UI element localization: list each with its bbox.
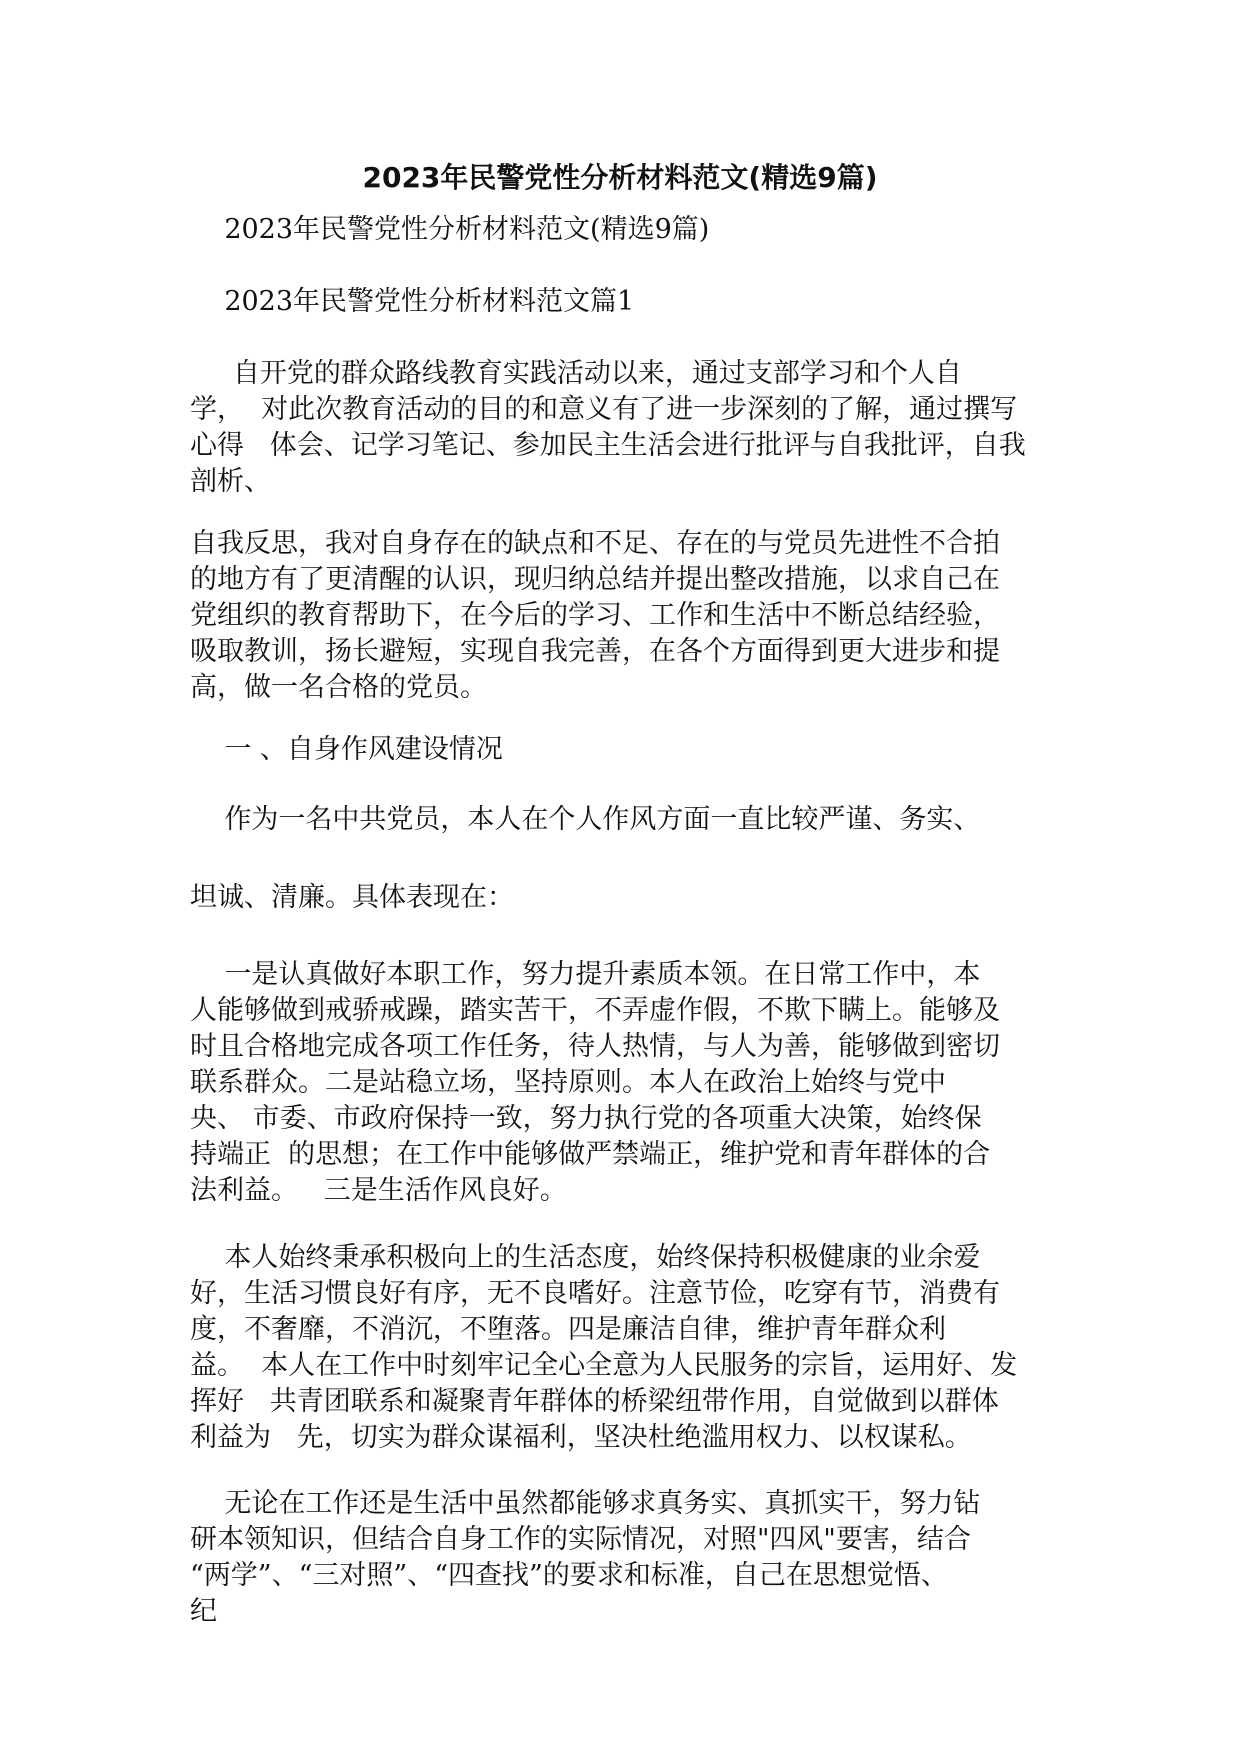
- paragraph-line: 联系群众。二是站稳立场，坚持原则。本人在政治上始终与党中: [190, 1067, 946, 1098]
- document-title: 2023年民警党性分析材料范文(精选9篇): [362, 161, 878, 194]
- paragraph-line: 一是认真做好本职工作，努力提升素质本领。在日常工作中，本: [190, 959, 981, 990]
- paragraph-line: 时且合格地完成各项工作任务，待人热情，与人为善，能够做到密切: [190, 1031, 1000, 1062]
- paragraph-line: 央、 市委、市政府保持一致，努力执行党的各项重大决策，始终保: [190, 1103, 982, 1134]
- paragraph-line: 法利益。 三是生活作风良好。: [190, 1175, 567, 1206]
- paragraph-line: 度，不奢靡，不消沉，不堕落。四是廉洁自律，维护青年群众利: [190, 1314, 946, 1345]
- paragraph-line: 无论在工作还是生活中虽然都能够求真务实、真抓实干，努力钻: [190, 1488, 981, 1519]
- section-heading-line: 2023年民警党性分析材料范文篇1: [190, 286, 635, 317]
- paragraph-line: 党组织的教育帮助下，在今后的学习、工作和生活中不断总结经验，: [190, 600, 1000, 631]
- paragraph-line: 心得 体会、记学习笔记、参加民主生活会进行批评与自我批评，自我: [190, 430, 1026, 461]
- subtitle-line: 2023年民警党性分析材料范文(精选9篇): [190, 214, 710, 245]
- paragraph-line: 作为一名中共党员，本人在个人作风方面一直比较严谨、务实、: [190, 804, 981, 835]
- paragraph-line: 剖析、: [190, 466, 271, 497]
- paragraph-line: 好，生活习惯良好有序，无不良嗜好。注意节俭，吃穿有节，消费有: [190, 1278, 1000, 1309]
- paragraph-line: 挥好 共青团联系和凝聚青年群体的桥梁纽带作用，自觉做到以群体: [190, 1386, 999, 1417]
- paragraph-line: 益。 本人在工作中时刻牢记全心全意为人民服务的宗旨，运用好、发: [190, 1350, 1018, 1381]
- paragraph-line: 纪: [190, 1596, 217, 1627]
- subheading-line: 一 、自身作风建设情况: [190, 734, 503, 765]
- paragraph-line: 本人始终秉承积极向上的生活态度，始终保持积极健康的业余爱: [190, 1242, 981, 1273]
- paragraph-line: 的地方有了更清醒的认识，现归纳总结并提出整改措施，以求自己在: [190, 564, 1000, 595]
- paragraph-line: 高，做一名合格的党员。: [190, 672, 487, 703]
- paragraph-line: 坦诚、清廉。具体表现在：: [190, 882, 514, 913]
- paragraph-line: 吸取教训，扬长避短，实现自我完善，在各个方面得到更大进步和提: [190, 636, 1000, 667]
- paragraph-line: 学， 对此次教育活动的目的和意义有了进一步深刻的了解，通过撰写: [190, 394, 1018, 425]
- paragraph-line: 研本领知识，但结合自身工作的实际情况，对照"四风"要害，结合: [190, 1524, 971, 1555]
- paragraph-line: 持端正 的思想；在工作中能够做严禁端正，维护党和青年群体的合: [190, 1139, 991, 1170]
- paragraph-line: 利益为 先，切实为群众谋福利，坚决杜绝滥用权力、以权谋私。: [190, 1422, 972, 1453]
- paragraph-line: 自开党的群众路线教育实践活动以来，通过支部学习和个人自: [190, 358, 962, 389]
- paragraph-line: 人能够做到戒骄戒躁，踏实苦干，不弄虚作假，不欺下瞒上。能够及: [190, 995, 1000, 1026]
- paragraph-line: 自我反思，我对自身存在的缺点和不足、存在的与党员先进性不合拍: [190, 528, 1000, 559]
- paragraph-line: “两学”、“三对照”、“四查找”的要求和标准，自己在思想觉悟、: [190, 1560, 948, 1591]
